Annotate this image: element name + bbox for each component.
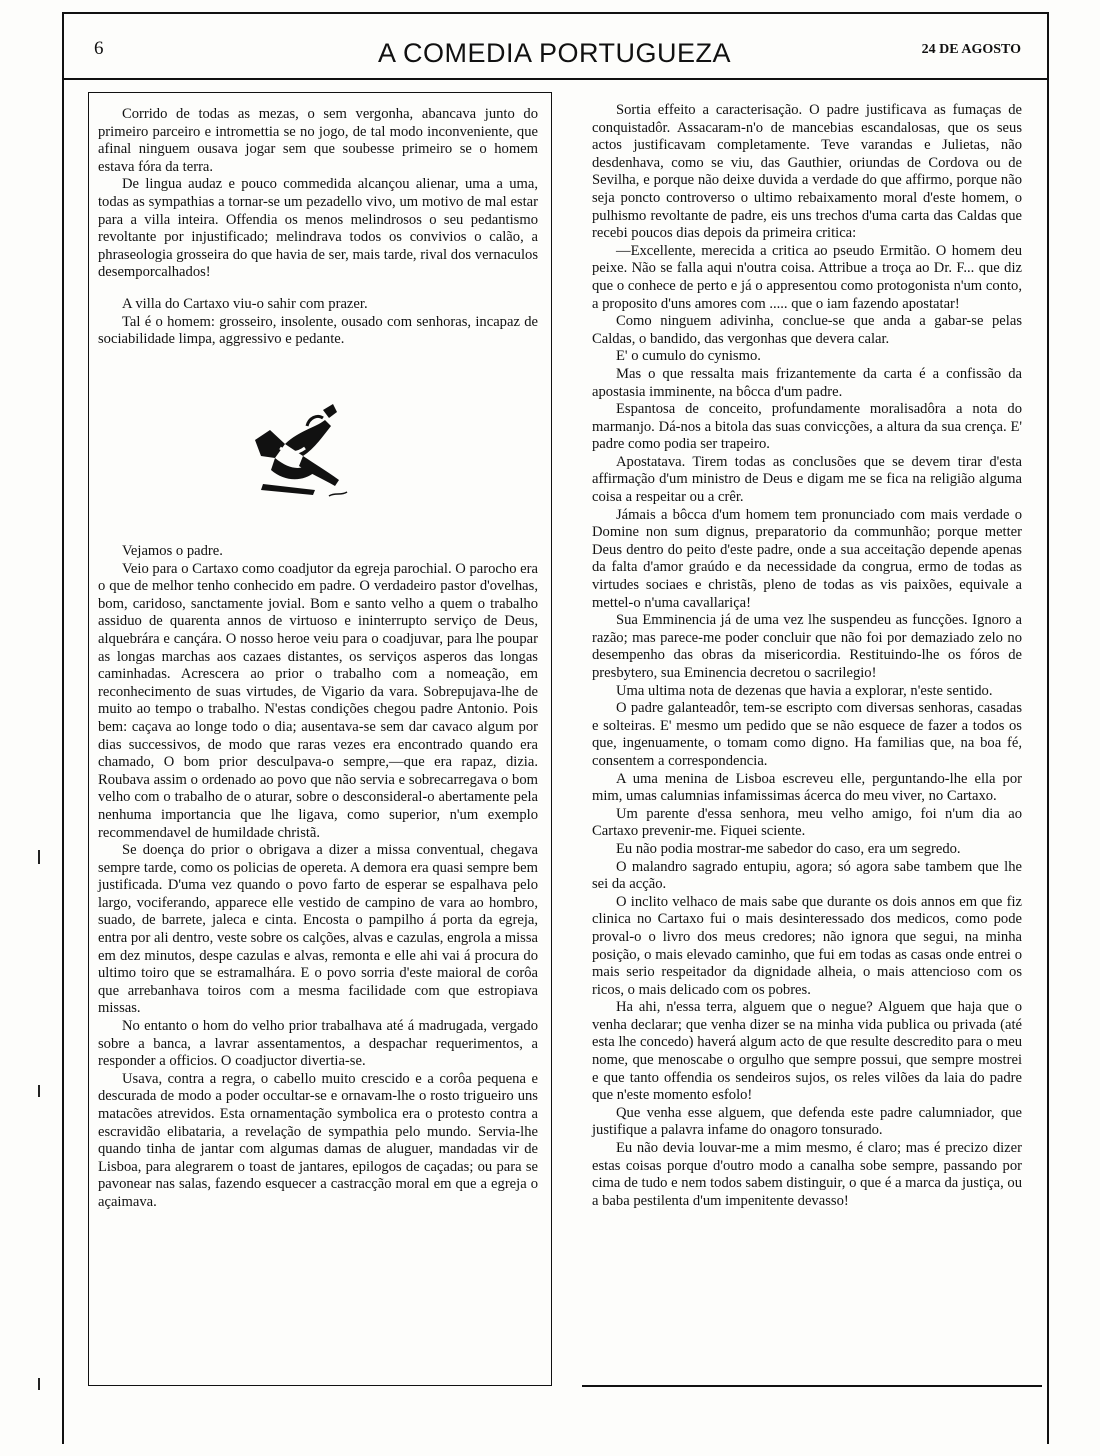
paragraph: Se doença do prior o obrigava a dizer a missa conventual, chegava sempre tarde, como os policias de opereta. A demora era quasi sempre bem justificada. D'uma vez quando o povo farto de esperar se espalhava pelo largo, vociferando, apparece elle vestido de campino de vara ao hombro, suado, de barrete, jaleca e cinta. Encosta o pampilho á porta da egreja, entra por ali dentro, veste sobre os calções, alvas e cazulas, engrola a missa em dez minutos, despe cazulas e alvas, remonta e elle ahi vai á procura do ultimo toiro que se estramalhára. E o povo sorria d'este maioral de corôa que arrebanhava toiros com a mesma facilidade com que estropiava missas.: [98, 842, 538, 1017]
paragraph: Espantosa de conceito, profundamente moralisadôra a nota do marmanjo. Dá-nos a bitola das suas convicções, a altura da sua crença. E' padre como podia ser trapeiro.: [592, 401, 1022, 453]
left-column-top: [98, 106, 538, 349]
issue-date: 24 DE AGOSTO: [921, 42, 1021, 57]
vignette-figure-icon: [245, 400, 365, 510]
paragraph: A villa do Cartaxo viu-o sahir com prazer.: [122, 295, 368, 312]
margin-mark: [38, 1085, 40, 1097]
paragraph: Corrido de todas as mezas, o sem vergonha, abancava junto do primeiro parceiro e intromettia se no jogo, de tal modo inconveniente, que afinal ninguem ousava jogar sem que soubesse primeiro se o homem estava fóra da terra.: [98, 106, 538, 175]
right-column: [592, 102, 1022, 1210]
paragraph: De lingua audaz e pouco commedida alcançou alienar, uma a uma, todas as sympathias a tornar-se um pezadello vivo, um motivo de mal estar para a villa inteira. Offendia os menos melindrosos o seu pedantismo revoltante por injustificado; melindrava todos os convivios o calão, a phraseologia grosseira do que havia de ser, mais tarde, rival dos vernaculos desemporcalhados!: [98, 176, 538, 281]
paragraph: Usava, contra a regra, o cabello muito crescido e a corôa pequena e descurada de modo a poder occultar-se e ornavam-lhe o rosto trigueiro uns matacões atrevidos. Esta ornamentação symbolica era o protesto contra a escravidão elibataria, a revelação de sympathia pelo mundo. Servia-lhe quando tinha de jantar com algumas damas de aluguer, mandadas vir de Lisboa, para alegrarem o toast de jantares, epilogos de caçadas; ou para se pavonear nas salas, fazendo esquecer a castracção moral em que a egreja o açaimava.: [98, 1070, 538, 1210]
margin-mark: [38, 1378, 40, 1390]
paragraph: O inclito velhaco de mais sabe que durante os dois annos em que fiz clinica no Cartaxo fui o mais desinteressado dos medicos, como pode proval-o o livro dos meus credores; não ignora que segui, na minha posição, o mais elevado caminho, que fui em todas as casas onde entrei o mais serio respeitador da dignidade alheia, o mais attencioso com os ricos, o mais delicado com os pobres.: [592, 893, 1022, 998]
paragraph: Veio para o Cartaxo como coadjutor da egreja parochial. O parocho era o que de melhor tenho conhecido em padre. O verdadeiro pastor d'ovelhas, bom, caridoso, sanctamente jovial. Bom e santo velho a quem o trabalho assiduo de quarenta annos de virtuoso e ininterrupto serviço de Deus, alquebrára e cançára. O nosso heroe veiu para o coadjuvar, para lhe poupar as longas marchas aos cazaes distantes, os serviços asperos das longas caminhadas. Acrescera ao prior o trabalho com a nomeação, em reconhecimento de suas virtudes, de Vigario da vara. Sobrepujava-lhe de muito ao tempo o trabalho. N'estas condições chegou padre Antonio. Pois bem: caçava ao longe todo o dia; ausentava-se sem dar cavaco algum por dias successivos, de modo que raras vezes era encontrado quando era chamado, O bom prior desculpava-o sempre,—que era rapaz, dizia. Roubava assim o ordenado ao povo que não servia e sobrecarregava o bom velho com o trabalho de o aturar, sobre o desconsideral-o abertamente pela nenhuma importancia que lhe ligava, como superior, n'um exemplo recommendavel de humildade christã.: [98, 560, 538, 841]
paragraph: No entanto o hom do velho prior trabalhava até á madrugada, vergado sobre a banca, a lavrar assentamentos, a despachar requerimentos, a responder a officios. O coadjuctor divertia-se.: [98, 1018, 538, 1070]
margin-mark: [38, 850, 40, 864]
paragraph: Sortia effeito a caracterisação. O padre justificava as fumaças de conquistadôr. Assacaram-n'o de mancebias escandalosas, que os seus actos justificavam completamente. Teve varandas e Julietas, não desdenhava, como se viu, das Gauthier, oriundas de Cordova ou de Sevilha, e porque não deixe duvida a verdade do que affirmo, porque não seja poncto controverso o ultimo rebaixamento moral d'este homem, o pulhismo revoltante de padre, eis uns trechos d'uma carta das Caldas que recebi poucos dias depois da primeira critica:: [592, 102, 1022, 242]
paragraph: Que venha esse alguem, que defenda este padre calumniador, que justifique a palavra infame do onagoro tonsurado.: [592, 1104, 1022, 1139]
paragraph: Tal é o homem: grosseiro, insolente, ousado com senhoras, incapaz de sociabilidade limpa, aggressivo e pedante.: [98, 313, 538, 348]
paragraph: —Excellente, merecida a critica ao pseudo Ermitão. O homem deu peixe. Não se falla aqui n'outra coisa. Attribue a troça ao Dr. F... que diz que o conhece de perto e já o appresentou como protogonista n'um conto, a proposito d'uns amores com ..... que o iam fazendo apostatar!: [592, 242, 1022, 312]
page-header: [62, 14, 1047, 80]
paragraph: Um parente d'essa senhora, meu velho amigo, foi n'um dia ao Cartaxo prevenir-me. Fiquei sciente.: [592, 805, 1022, 840]
masthead-title: A COMEDIA PORTUGUEZA: [377, 38, 732, 68]
right-column-rule: [582, 1385, 1042, 1387]
paragraph: Sua Emminencia já de uma vez lhe suspendeu as funcções. Ignoro a razão; mas parece-me poder concluir que não foi por demaziado zelo no desempenho das obras da misericordia. Restituindo-lhe os fóros de presbytero, sua Eminencia decretou o sacrilegio!: [592, 612, 1022, 681]
paragraph: A uma menina de Lisboa escreveu elle, perguntando-lhe ella por mim, umas calumnias infamissimas ácerca do meu viver, no Cartaxo.: [592, 770, 1022, 805]
paragraph: Eu não devia louvar-me a mim mesmo, é claro; mas é precizo dizer estas coisas porque d'outro modo a canalha sobe sempre, passando por cima de tudo e nem todos sabem distinguir, o que é a marca da justiça, ou a baba pestilenta d'um impenitente devasso!: [592, 1140, 1022, 1209]
paragraph: Mas o que ressalta mais frizantemente da carta é a confissão da apostasia imminente, na bôcca d'um padre.: [592, 365, 1022, 400]
paragraph: Vejamos o padre.: [122, 543, 223, 559]
paragraph: Ha ahi, n'essa terra, alguem que o negue? Alguem que haja que o venha declarar; que venha dizer se na minha vida publica ou privada (até esta lhe concedo) haverá algum acto de que resulte descredito para o meu nome, que menoscabe o orgulho que sempre possui, que sempre mostrei e que tanto offendia os sendeiros sujos, os reles vilões da laia do padre que n'este momento esfolo!: [592, 999, 1022, 1104]
paragraph: Eu não podia mostrar-me sabedor do caso, era um segredo.: [616, 840, 961, 857]
page-number: 6: [94, 38, 104, 59]
paragraph: O malandro sagrado entupiu, agora; só agora sabe tambem que lhe sei da acção.: [592, 858, 1022, 893]
paragraph: Como ninguem adivinha, conclue-se que anda a gabar-se pelas Caldas, o bandido, das vergonhas que devera calar.: [592, 313, 1022, 347]
paragraph: Apostatava. Tirem todas as conclusões que se devem tirar d'esta affirmação d'um ministro de Deus e digam me se fica na religião alguma coisa a respeitar ou a crêr.: [592, 453, 1022, 506]
paragraph: Jámais a bôcca d'um homem tem pronunciado com mais verdade o Domine non sum dignus, preparatorio da communhão; porque metter Deus dentro do peito d'este padre, onde a sua acceitação depende apenas da falta d'amor graúdo e da necessidade da congrua, ermo de todas as virtudes sociaes e christãs, pleno de todas as vis paixões, equivale a mettel-o n'uma cavallariça!: [592, 506, 1022, 611]
paragraph: O padre galanteadôr, tem-se escripto com diversas senhoras, casadas e solteiras. E' mesmo um pedido que se não esquece de fazer a todos os que, ingenuamente, o tomam como digno. Ha familias que, na boa fé, consentem a correspondencia.: [592, 700, 1022, 769]
paragraph: E' o cumulo do cynismo.: [616, 348, 761, 365]
left-column-bottom: [98, 543, 538, 1212]
paragraph: Uma ultima nota de dezenas que havia a explorar, n'este sentido.: [616, 682, 993, 699]
